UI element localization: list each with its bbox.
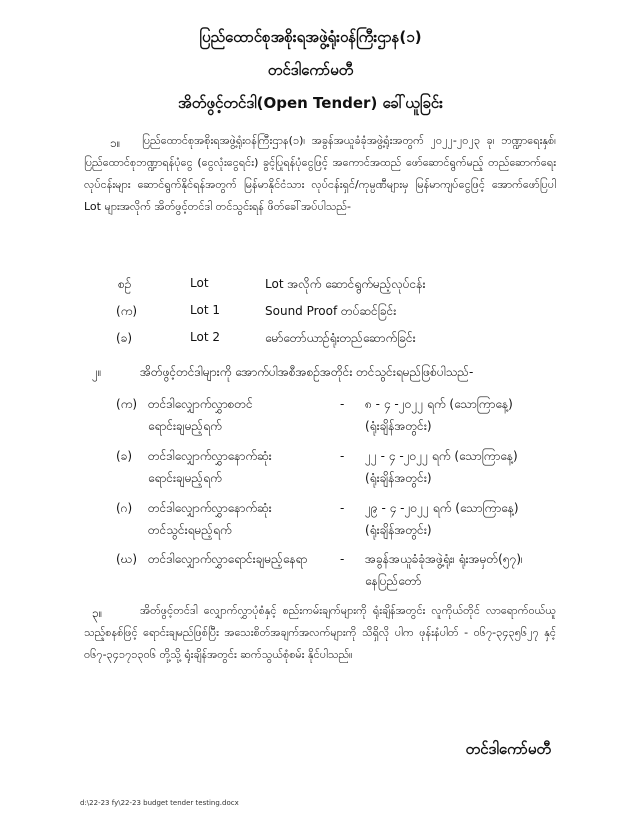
schedule-date: ၂၂ - ၄ -၂၀၂၂ ရက် (သောကြာနေ့) <box>365 449 518 463</box>
section-2-intro: အိတ်ဖွင့်တင်ဒါများကို အောက်ပါအစီအစဉ်အတိုင်း တင်သွင်းရမည်ဖြစ်ပါသည်- <box>140 365 474 379</box>
lot-table-header-work: Lot အလိုက် ဆောင်ရွက်မည့်လုပ်ငန်း <box>265 277 426 291</box>
lot-row-lot: Lot 1 <box>190 303 220 317</box>
schedule-date: ၈ - ၄ -၂၀၂၂ ရက် (သောကြာနေ့) <box>365 397 513 411</box>
section-3-number: ၃။ <box>92 606 103 620</box>
lot-row-work: Sound Proof တပ်ဆင်ခြင်း <box>265 304 397 318</box>
signature-committee: တင်ဒါကော်မတီ <box>465 740 551 758</box>
schedule-dash: - <box>340 449 345 463</box>
schedule-label-cont: ရောင်းချမည့်ရက် <box>148 471 222 485</box>
schedule-dash: - <box>340 501 345 515</box>
header-ministry: ပြည်ထောင်စုအစိုးရအဖွဲ့ရုံး၀န်ကြီးဌာန(၁) <box>199 28 422 46</box>
schedule-no: (က) <box>116 397 138 411</box>
schedule-label: တင်ဒါလျှောက်လွှာရောင်းချမည့်နေရာ <box>148 552 308 566</box>
schedule-label-cont: ရောင်းချမည့်ရက် <box>148 419 222 433</box>
lot-row-lot: Lot 2 <box>190 330 220 344</box>
schedule-no: (ဂ) <box>116 501 133 515</box>
schedule-label: တင်ဒါလျှောက်လွှာနောက်ဆုံး <box>148 449 272 463</box>
section-2-number: ၂။ <box>92 365 102 379</box>
schedule-label-cont: တင်သွင်းရမည့်ရက် <box>148 523 232 537</box>
schedule-label: တင်ဒါလျှောက်လွှာနောက်ဆုံး <box>148 501 272 515</box>
lot-table-header-no: စဉ် <box>118 277 132 291</box>
section-3-text: အိတ်ဖွင့်တင်ဒါ လျှောက်လွှာပုံစံနှင့် စည်းကမ်းချက်များကို ရုံးချိန်အတွင်း လူကိုယ်တိုင် လာရောက်ဝယ်ယူသည့်စနစ်ဖြင့် ရောင်းချမည်ဖြစ်ပြီး အသေးစိတ်အချက်အလက်များကို သိရှိလို ပါက ဖုန်းနံပါတ် - ၀၆၇-၃၄၃၅၆၂၇ နှင့် ၀၆၇-၃၄၁၇၁၃၀၆ တို့သို့ ရုံးချိန်အတွင်း ဆက်သွယ်စုံစမ်း နိုင်ပါသည်။ <box>84 604 556 661</box>
schedule-label: တင်ဒါလျှောက်လွှာစတင် <box>148 397 253 411</box>
section-1-text: ပြည်ထောင်စုအစိုးရအဖွဲ့ရုံး၀န်ကြီးဌာန(၁)၊ အခွန်အယူခံခုံအဖွဲ့ရုံးအတွက် ၂၀၂၂-၂၀၂၃ ခု၊ ဘဏ္ဍာရေးနှစ်၊ ပြည်ထောင်စုဘဏ္ဍာရန်ပုံငွေ (ငွေလုံးငွေရင်း) ခွင့်ပြုရန်ပုံငွေဖြင့် အကောင်အထည် ဖော်ဆောင်ရွက်မည့် တည်ဆောက်ရေးလုပ်ငန်းများ ဆောင်ရွက်နိုင်ရန်အတွက် မြန်မာနိုင်ငံသား လုပ်ငန်းရှင်/ကုမ္ပဏီများမှ မြန်မာကျပ်ငွေဖြင့် အောက်ဖော်ပြပါ Lot များအလိုက် အိတ်ဖွင့်တင်ဒါ တင်သွင်းရန် ဖိတ်ခေါ်အပ်ပါသည်- <box>84 134 556 213</box>
schedule-location: အခွန်အယူခံခုံအဖွဲ့ရုံး၊ ရုံးအမှတ်(၅၇)၊ <box>365 552 523 566</box>
footer-file-path: d:\22-23 fy\22-23 budget tender testing.docx <box>80 799 239 807</box>
header-committee: တင်ဒါကော်မတီ <box>267 61 354 79</box>
lot-table-header-lot: Lot <box>190 276 209 290</box>
schedule-no: (ဃ) <box>116 552 138 566</box>
schedule-date-note: (ရုံးချိန်အတွင်း) <box>365 471 432 485</box>
schedule-dash: - <box>340 397 345 411</box>
lot-row-no: (က) <box>116 304 138 318</box>
lot-row-no: (ခ) <box>116 331 133 345</box>
schedule-date-note: (ရုံးချိန်အတွင်း) <box>365 419 432 433</box>
lot-row-work: မော်တော်ယာဉ်ရုံးတည်ဆောက်ခြင်း <box>265 331 416 345</box>
schedule-date: ၂၉ - ၄ -၂၀၂၂ ရက် (သောကြာနေ့) <box>365 501 519 515</box>
schedule-location-cont: နေပြည်တော် <box>365 574 422 588</box>
schedule-date-note: (ရုံးချိန်အတွင်း) <box>365 523 432 537</box>
header-title: အိတ်ဖွင့်တင်ဒါ(Open Tender) ခေါ်ယူခြင်း <box>178 94 443 112</box>
schedule-no: (ခ) <box>116 449 133 463</box>
schedule-dash: - <box>340 552 345 566</box>
section-1-number: ၁။ <box>110 136 121 150</box>
